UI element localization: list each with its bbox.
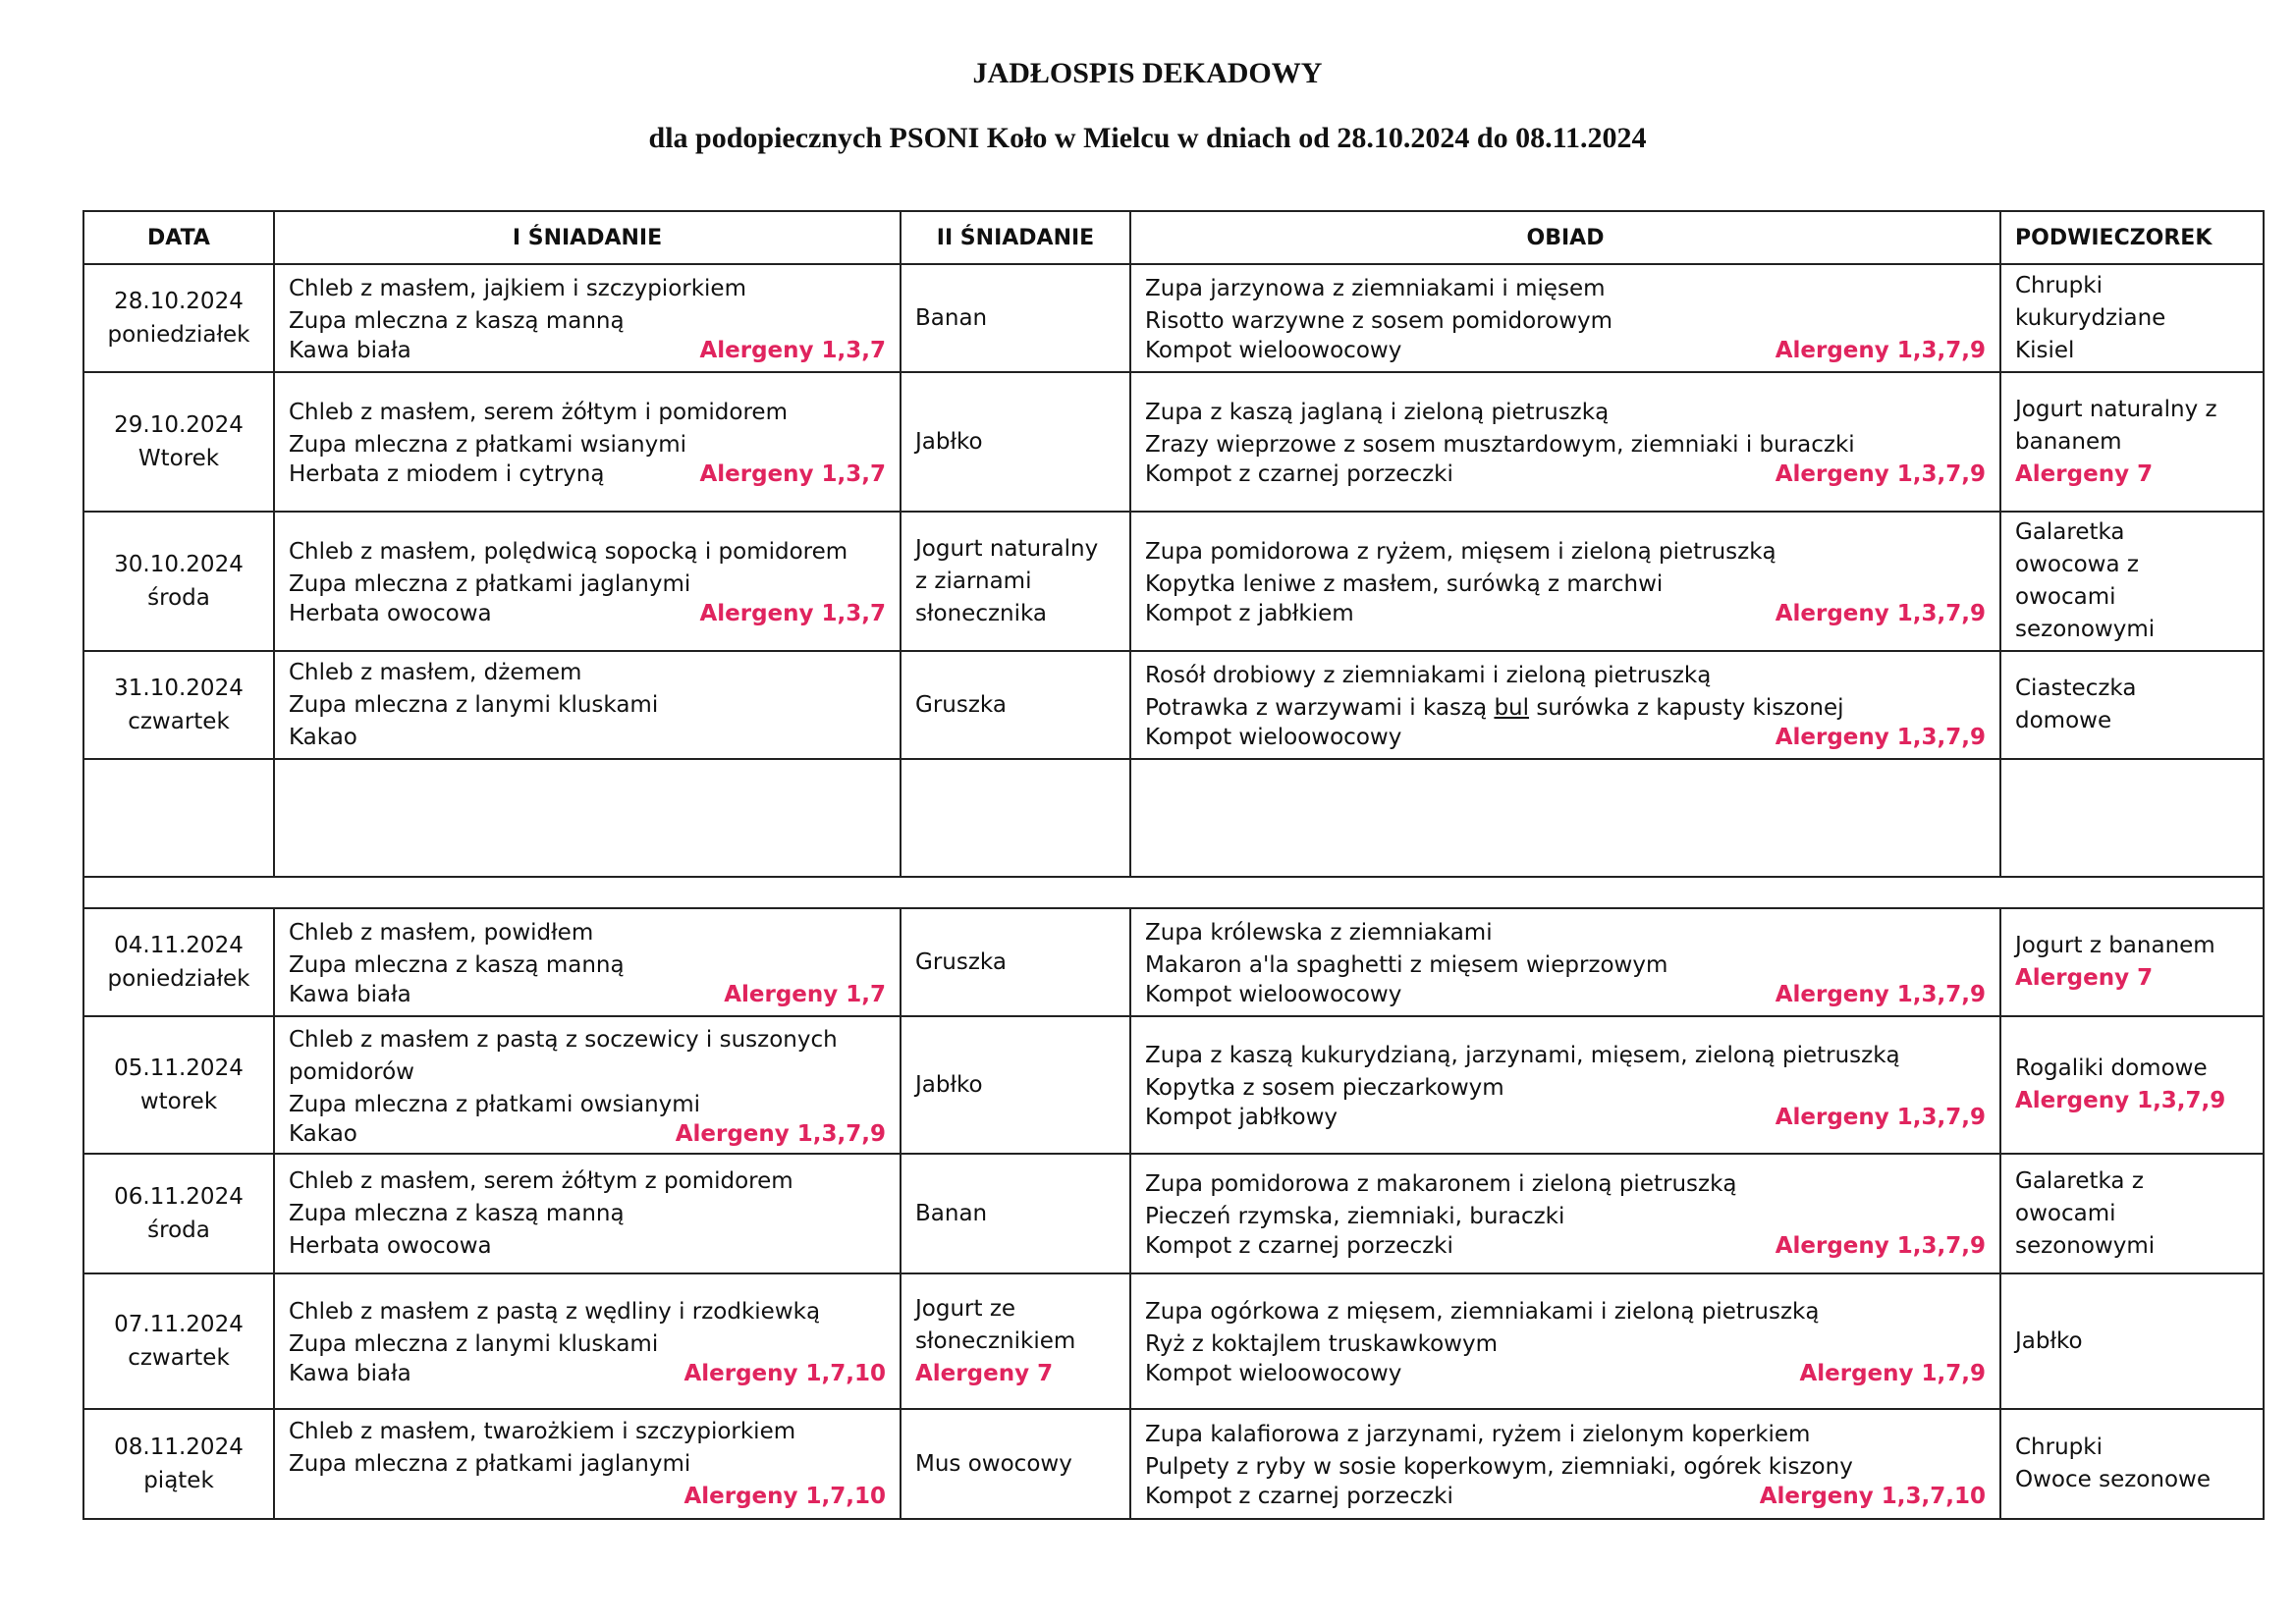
- obiad-cell: [1130, 1154, 2000, 1273]
- meal-item: Kompot wieloowocowy: [1145, 338, 1402, 363]
- sniadanie-1-cell: [274, 1016, 901, 1154]
- obiad-cell: [1130, 908, 2000, 1016]
- podwieczorek-cell: [2000, 512, 2264, 651]
- meal-item: sezonowymi: [2015, 617, 2156, 642]
- meal-item: Owoce sezonowe: [2015, 1467, 2211, 1492]
- meal-item: Herbata z miodem i cytryną: [289, 461, 605, 487]
- meal-item: Zrazy wieprzowe z sosem musztardowym, ziemniaki i buraczki: [1145, 432, 1855, 458]
- meal-item: Herbata owocowa: [289, 1232, 492, 1259]
- underlined-text: bul: [1494, 695, 1530, 721]
- allergens-label: Alergeny 1,7,10: [683, 1483, 886, 1509]
- meal-item: Banan: [915, 1200, 988, 1226]
- meal-item: Zupa kalafiorowa z jarzynami, ryżem i zielonym koperkiem: [1145, 1422, 1811, 1447]
- sniadanie-1-cell: [274, 908, 901, 1016]
- weekday-text: poniedziałek: [107, 966, 250, 992]
- meal-item: Jogurt naturalny z: [2015, 396, 2217, 422]
- meal-item: Jabłko: [915, 428, 983, 455]
- meal-item: Chrupki: [2015, 272, 2103, 298]
- table-row: [83, 1154, 2264, 1273]
- col-header-obiad: OBIAD: [1130, 211, 2000, 264]
- allergens-label: Alergeny 1,3,7,9: [1775, 982, 1986, 1007]
- meal-item: Banan: [915, 304, 988, 331]
- meal-item: Zupa mleczna z kaszą manną: [289, 952, 625, 978]
- date-cell: [83, 264, 274, 372]
- meal-item: kukurydziane: [2015, 304, 2166, 331]
- weekday-text: piątek: [143, 1468, 214, 1493]
- meal-item: Jabłko: [2015, 1327, 2083, 1354]
- meal-item: Chleb z masłem, powidłem: [289, 920, 594, 946]
- date-cell: [83, 1016, 274, 1154]
- meal-item: owocami: [2015, 1200, 2116, 1226]
- meal-item: Kompot z jabłkiem: [1145, 601, 1354, 626]
- allergens-label: Alergeny 1,7,10: [683, 1361, 886, 1386]
- meal-item: Gruszka: [915, 948, 1007, 975]
- meal-item: Herbata owocowa: [289, 601, 492, 626]
- obiad-cell: [1130, 1016, 2000, 1154]
- obiad-cell: [1130, 372, 2000, 512]
- meal-item: Chleb z masłem, jajkiem i szczypiorkiem: [289, 276, 746, 301]
- sniadanie-1-cell: [274, 372, 901, 512]
- col-header-podwieczorek: PODWIECZOREK: [2000, 211, 2264, 264]
- date-cell: [83, 1273, 274, 1409]
- allergens-label: Alergeny 1,3,7: [699, 461, 886, 487]
- allergens-label: Alergeny 1,3,7,10: [1759, 1484, 1986, 1509]
- meal-item: Zupa mleczna z płatkami jaglanymi: [289, 1450, 691, 1477]
- meal-item: Kompot wieloowocowy: [1145, 982, 1402, 1007]
- sniadanie-1-cell: [274, 1273, 901, 1409]
- weekday-text: Wtorek: [137, 446, 220, 471]
- weekday-text: środa: [147, 1218, 210, 1243]
- meal-item: Mus owocowy: [915, 1450, 1072, 1477]
- sniadanie-2-cell: [901, 1154, 1130, 1273]
- meal-item: Zupa mleczna z lanymi kluskami: [289, 691, 659, 718]
- col-header-data: DATA: [83, 211, 274, 264]
- weekday-text: wtorek: [139, 1089, 218, 1114]
- podwieczorek-cell: [2000, 1154, 2264, 1273]
- meal-item: Pieczeń rzymska, ziemniaki, buraczki: [1145, 1204, 1565, 1229]
- allergens-label: Alergeny 7: [915, 1360, 1054, 1386]
- table-row: [83, 1016, 2264, 1154]
- meal-item: Jogurt naturalny z ziarnami słonecznika: [915, 535, 1099, 626]
- podwieczorek-cell: [2000, 908, 2264, 1016]
- podwieczorek-cell: [2000, 651, 2264, 759]
- meal-item: Zupa mleczna z płatkami wsianymi: [289, 432, 686, 458]
- podwieczorek-cell: [2000, 1273, 2264, 1409]
- sniadanie-2-cell: [901, 908, 1130, 1016]
- page-title: JADŁOSPIS DEKADOWY: [972, 57, 1323, 89]
- meal-item: Chrupki: [2015, 1435, 2103, 1460]
- meal-item: Kakao: [289, 1120, 357, 1147]
- weekday-text: poniedziałek: [107, 322, 250, 348]
- meal-item: Jogurt ze słonecznikiem: [915, 1295, 1076, 1354]
- meal-item: Zupa pomidorowa z makaronem i zieloną pietruszką: [1145, 1171, 1737, 1197]
- weekday-text: środa: [147, 585, 210, 611]
- sniadanie-1-cell: [274, 512, 901, 651]
- col-header-sniadanie-1: I ŚNIADANIE: [274, 211, 901, 264]
- meal-item: Kakao: [289, 724, 357, 750]
- allergens-label: Alergeny 7: [2015, 460, 2154, 487]
- meal-item: Chleb z masłem z pastą z wędliny i rzodkiewką: [289, 1299, 821, 1325]
- allergens-label: Alergeny 1,3,7,9: [1775, 1233, 1986, 1259]
- meal-item: Risotto warzywne z sosem pomidorowym: [1145, 308, 1613, 334]
- table-row: [83, 264, 2264, 372]
- sniadanie-2-cell: [901, 1409, 1130, 1519]
- sniadanie-2-cell: [901, 512, 1130, 651]
- date-text: 30.10.2024: [114, 552, 244, 577]
- meal-item: owocami: [2015, 584, 2116, 610]
- empty-cell: [1130, 759, 2000, 877]
- meal-text: surówka z kapusty kiszonej: [1529, 695, 1844, 721]
- meal-item: Rosół drobiowy z ziemniakami i zieloną pietruszką: [1145, 663, 1712, 688]
- meal-item: Zupa mleczna z kaszą manną: [289, 308, 625, 334]
- sniadanie-1-cell: [274, 1409, 901, 1519]
- meal-item: Gruszka: [915, 691, 1007, 718]
- obiad-cell: [1130, 264, 2000, 372]
- empty-cell: [901, 759, 1130, 877]
- sniadanie-2-cell: [901, 651, 1130, 759]
- separator-cell: [83, 877, 2264, 908]
- podwieczorek-cell: [2000, 1409, 2264, 1519]
- meal-item: owocowa z: [2015, 552, 2139, 577]
- blank-row: [83, 759, 2264, 877]
- col-header-sniadanie-2: II ŚNIADANIE: [901, 211, 1130, 264]
- meal-item: bananem: [2015, 428, 2122, 455]
- meal-item: Zupa mleczna z kaszą manną: [289, 1200, 625, 1226]
- date-cell: [83, 372, 274, 512]
- date-text: 31.10.2024: [114, 676, 244, 701]
- meal-item: Zupa królewska z ziemniakami: [1145, 920, 1493, 946]
- meal-item: pomidorów: [289, 1058, 414, 1085]
- meal-item: Ciasteczka: [2015, 676, 2137, 701]
- podwieczorek-cell: [2000, 264, 2264, 372]
- meal-item: Rogaliki domowe: [2015, 1056, 2208, 1081]
- meal-item: [1145, 692, 1986, 725]
- meal-item: Zupa mleczna z lanymi kluskami: [289, 1331, 659, 1357]
- sniadanie-1-cell: [274, 264, 901, 372]
- page-subtitle: dla podopiecznych PSONI Koło w Mielcu w dniach od 28.10.2024 do 08.11.2024: [648, 122, 1647, 154]
- header-row: [83, 211, 2264, 264]
- allergens-label: Alergeny 1,3,7,9: [1775, 725, 1986, 750]
- meal-item: Makaron a'la spaghetti z mięsem wieprzowym: [1145, 952, 1668, 978]
- obiad-cell: [1130, 1273, 2000, 1409]
- meal-item: sezonowymi: [2015, 1232, 2156, 1259]
- allergens-label: Alergeny 1,3,7: [699, 338, 886, 363]
- obiad-cell: [1130, 512, 2000, 651]
- date-text: 07.11.2024: [114, 1312, 244, 1337]
- table-row: [83, 651, 2264, 759]
- sniadanie-1-cell: [274, 651, 901, 759]
- meal-item: Kompot jabłkowy: [1145, 1105, 1339, 1130]
- date-cell: [83, 908, 274, 1016]
- meal-item: Kawa biała: [289, 338, 411, 363]
- allergens-label: Alergeny 1,3,7,9: [2015, 1088, 2226, 1113]
- meal-item: Jogurt z bananem: [2015, 933, 2215, 958]
- meal-item: Chleb z masłem, serem żółtym i pomidorem: [289, 400, 788, 425]
- meal-item: Zupa mleczna z płatkami owsianymi: [289, 1091, 701, 1117]
- sniadanie-2-cell: [901, 264, 1130, 372]
- table-row: [83, 1273, 2264, 1409]
- allergens-label: Alergeny 1,3,7,9: [1775, 1105, 1986, 1130]
- meal-item: Chleb z masłem, serem żółtym z pomidorem: [289, 1167, 793, 1194]
- meal-item: Pulpety z ryby w sosie koperkowym, ziemniaki, ogórek kiszony: [1145, 1454, 1853, 1480]
- meal-item: Chleb z masłem z pastą z soczewicy i suszonych: [289, 1026, 838, 1053]
- table-row: [83, 1409, 2264, 1519]
- meal-item: Kompot z czarnej porzeczki: [1145, 461, 1453, 487]
- menu-table: [82, 210, 2265, 1520]
- meal-item: Chleb z masłem, dżemem: [289, 659, 582, 685]
- date-text: 04.11.2024: [114, 933, 244, 958]
- allergens-label: Alergeny 1,3,7,9: [1775, 461, 1986, 487]
- meal-item: Chleb z masłem, twarożkiem i szczypiorkiem: [289, 1418, 796, 1444]
- meal-item: Galaretka: [2015, 519, 2125, 545]
- podwieczorek-cell: [2000, 1016, 2264, 1154]
- allergens-label: Alergeny 1,3,7,9: [675, 1120, 886, 1147]
- table-row: [83, 372, 2264, 512]
- sniadanie-1-cell: [274, 1154, 901, 1273]
- date-cell: [83, 512, 274, 651]
- allergens-label: Alergeny 1,3,7: [699, 601, 886, 626]
- allergens-label: Alergeny 1,7,9: [1799, 1361, 1986, 1386]
- date-cell: [83, 651, 274, 759]
- obiad-cell: [1130, 1409, 2000, 1519]
- meal-item: Galaretka z: [2015, 1167, 2144, 1194]
- meal-item: Kompot z czarnej porzeczki: [1145, 1233, 1453, 1259]
- allergens-label: Alergeny 1,3,7,9: [1775, 601, 1986, 626]
- meal-item: Zupa ogórkowa z mięsem, ziemniakami i zieloną pietruszką: [1145, 1299, 1820, 1325]
- table-row: [83, 908, 2264, 1016]
- meal-item: Kawa biała: [289, 1361, 411, 1386]
- meal-item: Chleb z masłem, polędwicą sopocką i pomidorem: [289, 539, 848, 565]
- empty-cell: [274, 759, 901, 877]
- meal-item: Kompot wieloowocowy: [1145, 1361, 1402, 1386]
- sniadanie-2-cell: [901, 372, 1130, 512]
- meal-item: Kopytka z sosem pieczarkowym: [1145, 1075, 1504, 1101]
- empty-cell: [2000, 759, 2264, 877]
- obiad-cell: [1130, 651, 2000, 759]
- weekday-text: czwartek: [128, 709, 230, 734]
- empty-cell: [83, 759, 274, 877]
- date-cell: [83, 1154, 274, 1273]
- allergens-label: Alergeny 1,7: [724, 982, 886, 1007]
- sniadanie-2-cell: [901, 1016, 1130, 1154]
- meal-item: Zupa jarzynowa z ziemniakami i mięsem: [1145, 276, 1606, 301]
- meal-item: Zupa mleczna z płatkami jaglanymi: [289, 571, 691, 597]
- sniadanie-2-cell: [901, 1273, 1130, 1409]
- meal-item: Kompot wieloowocowy: [1145, 725, 1402, 750]
- meal-item: Jabłko: [915, 1071, 983, 1098]
- meal-item: Zupa z kaszą kukurydzianą, jarzynami, mięsem, zieloną pietruszką: [1145, 1043, 1900, 1068]
- date-cell: [83, 1409, 274, 1519]
- allergens-label: Alergeny 1,3,7,9: [1775, 338, 1986, 363]
- meal-item: Kopytka leniwe z masłem, surówką z marchwi: [1145, 571, 1664, 597]
- meal-item: domowe: [2015, 708, 2112, 733]
- table-row: [83, 512, 2264, 651]
- date-text: 05.11.2024: [114, 1056, 244, 1081]
- meal-item: Ryż z koktajlem truskawkowym: [1145, 1331, 1499, 1357]
- allergens-label: Alergeny 7: [2015, 965, 2154, 991]
- weekday-text: czwartek: [128, 1345, 230, 1371]
- date-text: 29.10.2024: [114, 412, 244, 438]
- meal-item: Kawa biała: [289, 982, 411, 1007]
- podwieczorek-cell: [2000, 372, 2264, 512]
- date-text: 06.11.2024: [114, 1184, 244, 1210]
- meal-item: Kompot z czarnej porzeczki: [1145, 1484, 1453, 1509]
- meal-item: Kisiel: [2015, 337, 2075, 363]
- meal-item: Zupa z kaszą jaglaną i zieloną pietruszką: [1145, 400, 1610, 425]
- date-text: 08.11.2024: [114, 1435, 244, 1460]
- meal-text: Potrawka z warzywami i kaszą: [1145, 695, 1495, 721]
- date-text: 28.10.2024: [114, 289, 244, 314]
- separator-row: [83, 877, 2264, 908]
- meal-item: Zupa pomidorowa z ryżem, mięsem i zieloną pietruszką: [1145, 539, 1776, 565]
